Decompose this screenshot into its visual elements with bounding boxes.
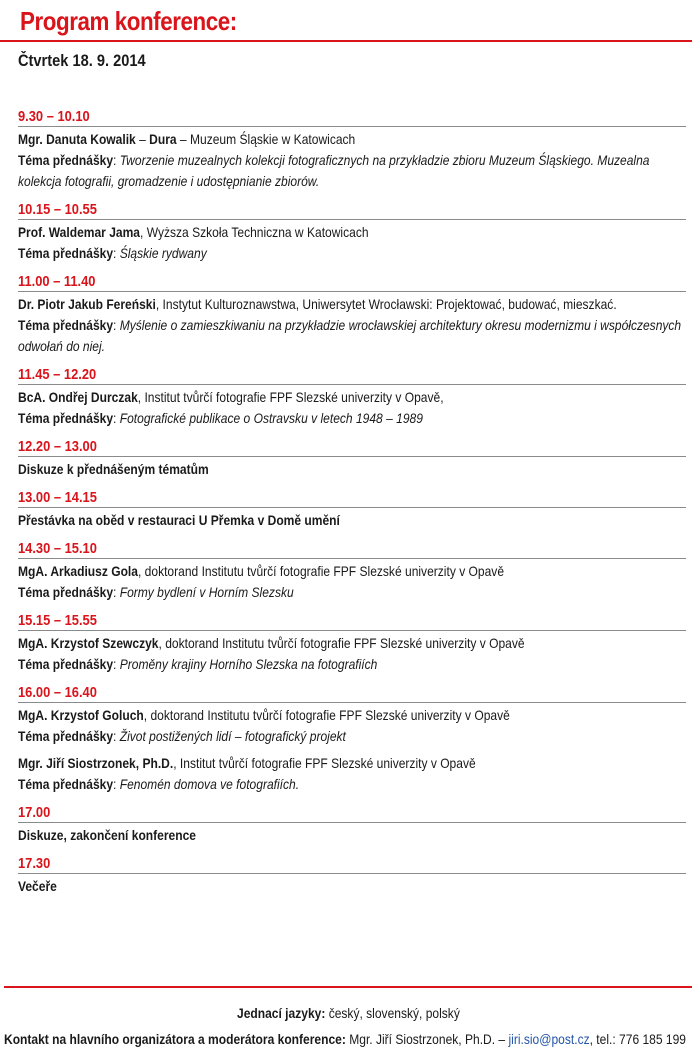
schedule-block xyxy=(18,540,686,603)
topic-title: Śląskie rydwany xyxy=(119,245,207,261)
talk-entry xyxy=(18,825,686,846)
languages-value: český, slovenský, polský xyxy=(325,1005,460,1021)
speaker-line xyxy=(18,294,684,315)
schedule-block xyxy=(18,108,686,192)
topic-label: Téma přednášky xyxy=(18,728,114,744)
schedule-block xyxy=(18,804,686,846)
time-label: 15.15 – 15.55 xyxy=(18,612,97,629)
speaker-affiliation: , doktorand Institutu tvůrčí fotografie FPF Slezské univerzity v Opavě xyxy=(137,563,505,579)
topic-separator: : xyxy=(113,728,120,744)
topic-label: Téma přednášky xyxy=(18,410,114,426)
languages-label: Jednací jazyky: xyxy=(237,1005,326,1021)
topic-line xyxy=(18,774,684,795)
topic-label: Téma přednášky xyxy=(18,317,114,333)
topic-line xyxy=(18,150,684,192)
speaker-line xyxy=(18,387,684,408)
page-title: Program konference: xyxy=(20,6,237,36)
contact-line xyxy=(4,1031,686,1047)
topic-line xyxy=(18,582,684,603)
time-slot xyxy=(18,108,686,127)
time-slot xyxy=(18,201,686,220)
talk-entry xyxy=(18,459,686,480)
contact-name: Mgr. Jiří Siostrzonek, Ph.D. – xyxy=(345,1031,509,1047)
talk-entry xyxy=(18,753,686,795)
topic-separator: : xyxy=(113,584,120,600)
day-heading: Čtvrtek 18. 9. 2014 xyxy=(18,51,146,70)
topic-title: Myślenie o zamieszkiwaniu na przykładzie wrocławskiej architektury okresu modernizmu i współczesnych odwołań do niej. xyxy=(18,317,682,354)
talk-entry xyxy=(18,510,686,531)
speaker-separator: – xyxy=(135,131,150,147)
session-label: Diskuze k přednášeným tématům xyxy=(18,461,209,477)
schedule-block xyxy=(18,855,686,897)
speaker-name-second: Dura xyxy=(149,131,177,147)
topic-separator: : xyxy=(113,656,120,672)
schedule-block xyxy=(18,366,686,429)
topic-title: Fenomén domova ve fotografiích. xyxy=(119,776,300,792)
topic-title: Proměny krajiny Horního Slezska na fotografiích xyxy=(119,656,378,672)
speaker-name: Mgr. Jiří Siostrzonek, Ph.D. xyxy=(18,755,174,771)
speaker-name: MgA. Krzystof Goluch xyxy=(18,707,144,723)
time-label: 9.30 – 10.10 xyxy=(18,108,90,125)
speaker-name: Dr. Piotr Jakub Fereński xyxy=(18,296,156,312)
speaker-name: Mgr. Danuta Kowalik xyxy=(18,131,136,147)
schedule-block xyxy=(18,201,686,264)
speaker-affiliation: – Muzeum Śląskie w Katowicach xyxy=(176,131,356,147)
speaker-affiliation: , Instytut Kulturoznawstwa, Uniwersytet Wrocławski: Projektować, budować, mieszkać. xyxy=(155,296,617,312)
languages-line xyxy=(237,1005,460,1021)
talk-entry xyxy=(18,222,686,264)
schedule-block xyxy=(18,489,686,531)
schedule-list xyxy=(18,108,686,906)
speaker-affiliation: , doktorand Institutu tvůrčí fotografie FPF Slezské univerzity v Opavě xyxy=(143,707,510,723)
topic-separator: : xyxy=(113,410,120,426)
session-text xyxy=(18,510,684,531)
talk-entry xyxy=(18,387,686,429)
title-divider xyxy=(0,40,692,42)
speaker-name: MgA. Krzystof Szewczyk xyxy=(18,635,159,651)
topic-title: Formy bydlení v Horním Slezsku xyxy=(119,584,294,600)
time-slot xyxy=(18,489,686,508)
time-slot xyxy=(18,366,686,385)
speaker-affiliation: , doktorand Institutu tvůrčí fotografie FPF Slezské univerzity v Opavě xyxy=(158,635,525,651)
speaker-affiliation: , Institut tvůrčí fotografie FPF Slezské univerzity v Opavě xyxy=(173,755,476,771)
time-label: 13.00 – 14.15 xyxy=(18,489,97,506)
time-slot xyxy=(18,273,686,292)
topic-separator: : xyxy=(113,152,120,168)
speaker-affiliation: , Institut tvůrčí fotografie FPF Slezské univerzity v Opavě, xyxy=(137,389,444,405)
time-slot xyxy=(18,804,686,823)
session-text xyxy=(18,825,684,846)
session-text xyxy=(18,459,684,480)
topic-title: Fotografické publikace o Ostravsku v letech 1948 – 1989 xyxy=(119,410,423,426)
time-label: 11.00 – 11.40 xyxy=(18,273,96,290)
schedule-block xyxy=(18,684,686,795)
topic-label: Téma přednášky xyxy=(18,776,114,792)
talk-entry xyxy=(18,633,686,675)
time-slot xyxy=(18,612,686,631)
session-label: Přestávka na oběd v restauraci U Přemka v Domě umění xyxy=(18,512,340,528)
time-label: 17.00 xyxy=(18,804,51,821)
schedule-block xyxy=(18,612,686,675)
speaker-affiliation: , Wyższa Szkoła Techniczna w Katowicach xyxy=(140,224,369,240)
time-label: 16.00 – 16.40 xyxy=(18,684,97,701)
email-link[interactable]: jiri.sio@post.cz xyxy=(508,1031,590,1047)
time-slot xyxy=(18,540,686,559)
speaker-line xyxy=(18,129,684,150)
topic-title: Tworzenie muzealnych kolekcji fotograficznych na przykładzie zbioru Muzeum Śląskiego. Muzealna kolekcja fotografii, gromadzenie i udostępnianie zbiorów. xyxy=(18,152,650,189)
speaker-name: BcA. Ondřej Durczak xyxy=(18,389,138,405)
time-label: 11.45 – 12.20 xyxy=(18,366,97,383)
topic-label: Téma přednášky xyxy=(18,656,114,672)
talk-entry xyxy=(18,129,686,192)
topic-separator: : xyxy=(113,776,120,792)
topic-line xyxy=(18,315,684,357)
time-label: 14.30 – 15.10 xyxy=(18,540,97,557)
speaker-name: MgA. Arkadiusz Gola xyxy=(18,563,138,579)
speaker-line xyxy=(18,753,684,774)
speaker-line xyxy=(18,222,684,243)
contact-label: Kontakt na hlavního organizátora a moderátora konference: xyxy=(4,1031,346,1047)
talk-entry xyxy=(18,294,686,357)
time-slot xyxy=(18,855,686,874)
talk-entry xyxy=(18,876,686,897)
schedule-block xyxy=(18,438,686,480)
talk-entry xyxy=(18,705,686,747)
topic-line xyxy=(18,243,684,264)
speaker-line xyxy=(18,705,684,726)
topic-title: Život postižených lidí – fotografický projekt xyxy=(119,728,346,744)
footer-divider xyxy=(4,986,692,988)
topic-label: Téma přednášky xyxy=(18,245,114,261)
topic-label: Téma přednášky xyxy=(18,584,114,600)
talk-entry xyxy=(18,561,686,603)
time-label: 17.30 xyxy=(18,855,51,872)
time-label: 12.20 – 13.00 xyxy=(18,438,97,455)
time-slot xyxy=(18,438,686,457)
topic-line xyxy=(18,408,684,429)
speaker-line xyxy=(18,561,684,582)
topic-separator: : xyxy=(113,317,120,333)
session-label: Večeře xyxy=(18,878,57,894)
session-text xyxy=(18,876,684,897)
time-label: 10.15 – 10.55 xyxy=(18,201,97,218)
schedule-block xyxy=(18,273,686,357)
contact-phone: , tel.: 776 185 199 xyxy=(589,1031,687,1047)
topic-label: Téma přednášky xyxy=(18,152,114,168)
topic-line xyxy=(18,726,684,747)
speaker-name: Prof. Waldemar Jama xyxy=(18,224,141,240)
session-label: Diskuze, zakončení konference xyxy=(18,827,196,843)
topic-separator: : xyxy=(113,245,120,261)
topic-line xyxy=(18,654,684,675)
time-slot xyxy=(18,684,686,703)
speaker-line xyxy=(18,633,684,654)
